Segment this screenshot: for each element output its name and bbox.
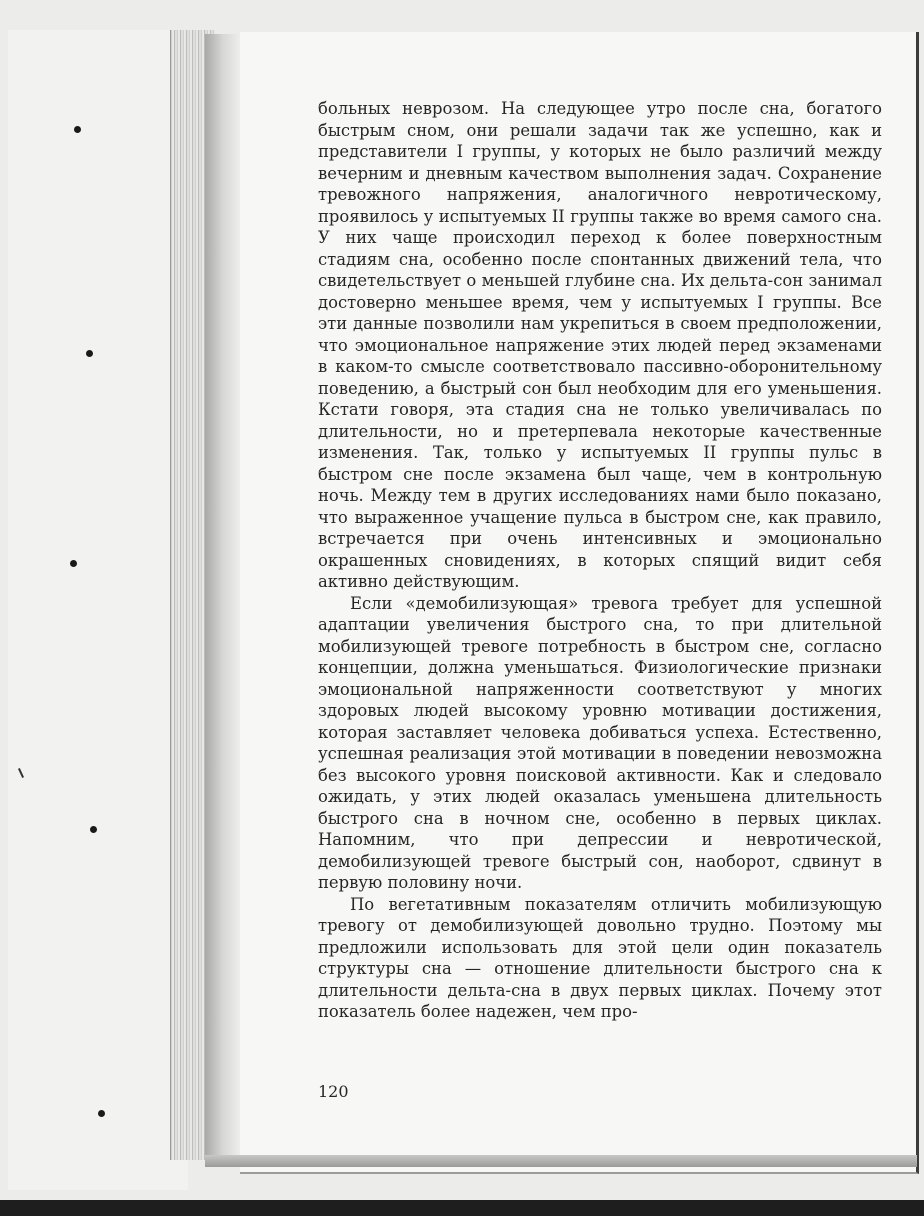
body-text	[318, 98, 882, 1023]
punch-hole	[74, 126, 81, 133]
page-number: 120	[318, 1082, 349, 1101]
scan-border	[0, 1200, 924, 1216]
paragraph: Если «демобилизующая» тревога требует для успешной адаптации увеличения быстрого сна, то при длительной мобилизующей тревоге потребность в быстром сне, согласно концепции, должна уменьшаться. Физиологические признаки эмоциональной напряженности соответствуют у многих здоровых людей высокому уровню мотивации достижения, которая заставляет человека добиваться успеха. Естественно, успешная реализация этой мотивации в поведении невозможна без высокого уровня поисковой активности. Как и следовало ожидать, у этих людей оказалась уменьшена длительность быстрого сна в ночном сне, особенно в первых циклах. Напомним, что при депрессии и невротической, демобилизующей тревоге быстрый сон, наоборот, сдвинут в первую половину ночи.	[318, 593, 882, 892]
paragraph: По вегетативным показателям отличить мобилизующую тревогу от демобилизующей довольно трудно. Поэтому мы предложили использовать для этой цели один показатель структуры сна — отношение длительности быстрого сна к длительности дельта-сна в двух первых циклах. Почему этот показатель более надежен, чем про-	[318, 894, 882, 1021]
paragraph: больных неврозом. На следующее утро после сна, богатого быстрым сном, они решали задачи так же успешно, как и представители I группы, у которых не было различий между вечерним и дневным качеством выполнения задач. Сохранение тревожного напряжения, аналогичного невротическому, проявилось у испытуемых II группы также во время самого сна. У них чаще происходил переход к более поверхностным стадиям сна, особенно после спонтанных движений тела, что свидетельствует о меньшей глубине сна. Их дельта-сон занимал достоверно меньшее время, чем у испытуемых I группы. Все эти данные позволили нам укрепиться в своем предположении, что эмоциональное напряжение этих людей перед экзаменами в каком-то смысле соответствовало пассивно-оборонительному поведению, а быстрый сон был необходим для его уменьшения. Кстати говоря, эта стадия сна не только увеличивалась по длительности, но и претерпевала некоторые качественные изменения. Так, только у испытуемых II группы пульс в быстром сне после экзамена был чаще, чем в контрольную ночь. Между тем в других исследованиях нами было показано, что выраженное учащение пульса в быстром сне, как правило, встречается при очень интенсивных и эмоционально окрашенных сновидениях, в которых спящий видит себя активно действующим.	[318, 99, 882, 591]
binder-sheet	[8, 30, 188, 1190]
punch-hole	[90, 826, 97, 833]
punch-hole	[86, 350, 93, 357]
punch-hole	[98, 1110, 105, 1117]
page-bottom-edge	[205, 1155, 917, 1167]
punch-hole	[70, 560, 77, 567]
binding-shadow	[205, 34, 245, 1160]
